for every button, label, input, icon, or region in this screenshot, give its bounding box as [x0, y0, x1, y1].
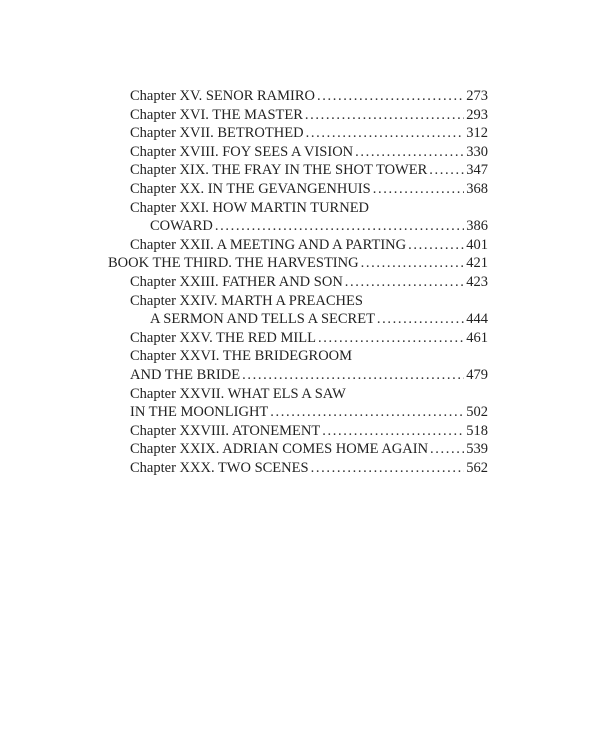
toc-entry-title: BOOK THE THIRD. THE HARVESTING — [108, 255, 359, 272]
toc-entry-title: COWARD — [150, 218, 213, 235]
toc-entry[interactable] — [108, 236, 488, 255]
toc-entry-title: Chapter XX. IN THE GEVANGENHUIS — [130, 180, 371, 197]
toc-entry-title: Chapter XVIII. FOY SEES A VISION — [130, 143, 354, 160]
toc-entry-title: A SERMON AND TELLS A SECRET — [150, 311, 375, 328]
toc-entry-page: 293 — [466, 106, 488, 123]
dot-leader — [429, 161, 464, 180]
toc-entry-page: 518 — [466, 422, 488, 439]
table-of-contents — [108, 87, 488, 477]
dot-leader — [306, 124, 465, 143]
dot-leader — [355, 143, 464, 162]
toc-entry-title: Chapter XXVIII. ATONEMENT — [130, 422, 321, 439]
dot-leader — [408, 236, 464, 255]
toc-entry[interactable] — [108, 273, 488, 292]
toc-entry[interactable] — [108, 180, 488, 199]
dot-leader — [377, 310, 464, 329]
toc-entry-page: 461 — [466, 329, 488, 346]
toc-entry-title: Chapter XVII. BETROTHED — [130, 125, 304, 142]
toc-entry-page: 479 — [466, 366, 488, 383]
toc-entry[interactable] — [108, 403, 488, 422]
toc-entry-page: 421 — [466, 255, 488, 272]
toc-entry[interactable] — [108, 106, 488, 125]
toc-entry-page: 386 — [466, 218, 488, 235]
dot-leader — [215, 217, 464, 236]
toc-entry-title: Chapter XXV. THE RED MILL — [130, 329, 316, 346]
toc-entry-page: 539 — [466, 441, 488, 458]
toc-entry-title: Chapter XIX. THE FRAY IN THE SHOT TOWER — [130, 162, 428, 179]
dot-leader — [317, 87, 464, 106]
toc-entry-page: 401 — [466, 236, 488, 253]
toc-entry[interactable] — [108, 217, 488, 236]
toc-entry-page: 330 — [466, 143, 488, 160]
toc-entry-page: 562 — [466, 459, 488, 476]
toc-entry-page: 423 — [466, 273, 488, 290]
dot-leader — [322, 422, 464, 441]
dot-leader — [361, 254, 465, 273]
toc-entry[interactable] — [108, 87, 488, 106]
toc-entry[interactable] — [108, 422, 488, 441]
dot-leader — [270, 403, 464, 422]
toc-entry[interactable] — [108, 459, 488, 478]
toc-entry[interactable] — [108, 124, 488, 143]
toc-entry-title: Chapter XXIX. ADRIAN COMES HOME AGAIN — [130, 441, 429, 458]
toc-entry-title-line[interactable]: Chapter XXVII. WHAT ELS A SAW — [130, 385, 346, 402]
toc-entry-page: 368 — [466, 180, 488, 197]
toc-entry-title: AND THE BRIDE — [130, 366, 241, 383]
toc-entry[interactable] — [108, 161, 488, 180]
toc-entry[interactable] — [108, 310, 488, 329]
dot-leader — [430, 440, 464, 459]
dot-leader — [311, 459, 465, 478]
toc-entry-page: 444 — [466, 311, 488, 328]
toc-entry-page: 502 — [466, 404, 488, 421]
toc-entry-title-line[interactable]: Chapter XXIV. MARTH A PREACHES — [130, 292, 363, 309]
toc-entry[interactable] — [108, 329, 488, 348]
toc-entry-page: 312 — [466, 125, 488, 142]
toc-entry-title: Chapter XVI. THE MASTER — [130, 106, 303, 123]
toc-entry-title-line[interactable]: Chapter XXI. HOW MARTIN TURNED — [130, 199, 370, 216]
dot-leader — [305, 106, 464, 125]
dot-leader — [318, 329, 464, 348]
toc-entry[interactable] — [108, 440, 488, 459]
toc-entry-title: Chapter XV. SENOR RAMIRO — [130, 88, 316, 104]
toc-entry[interactable] — [108, 366, 488, 385]
toc-entry-title: Chapter XXIII. FATHER AND SON — [130, 273, 343, 290]
dot-leader — [373, 180, 465, 199]
toc-entry-page: 347 — [466, 162, 488, 179]
toc-entry-title: Chapter XXX. TWO SCENES — [130, 459, 309, 476]
toc-entry-title-line[interactable]: Chapter XXVI. THE BRIDEGROOM — [130, 348, 353, 365]
toc-entry-book[interactable] — [108, 254, 488, 273]
dot-leader — [242, 366, 464, 385]
dot-leader — [345, 273, 464, 292]
toc-entry-title: Chapter XXII. A MEETING AND A PARTING — [130, 236, 407, 253]
toc-entry-page: 273 — [466, 88, 488, 104]
toc-entry[interactable] — [108, 143, 488, 162]
toc-entry-title: IN THE MOONLIGHT — [130, 404, 269, 421]
